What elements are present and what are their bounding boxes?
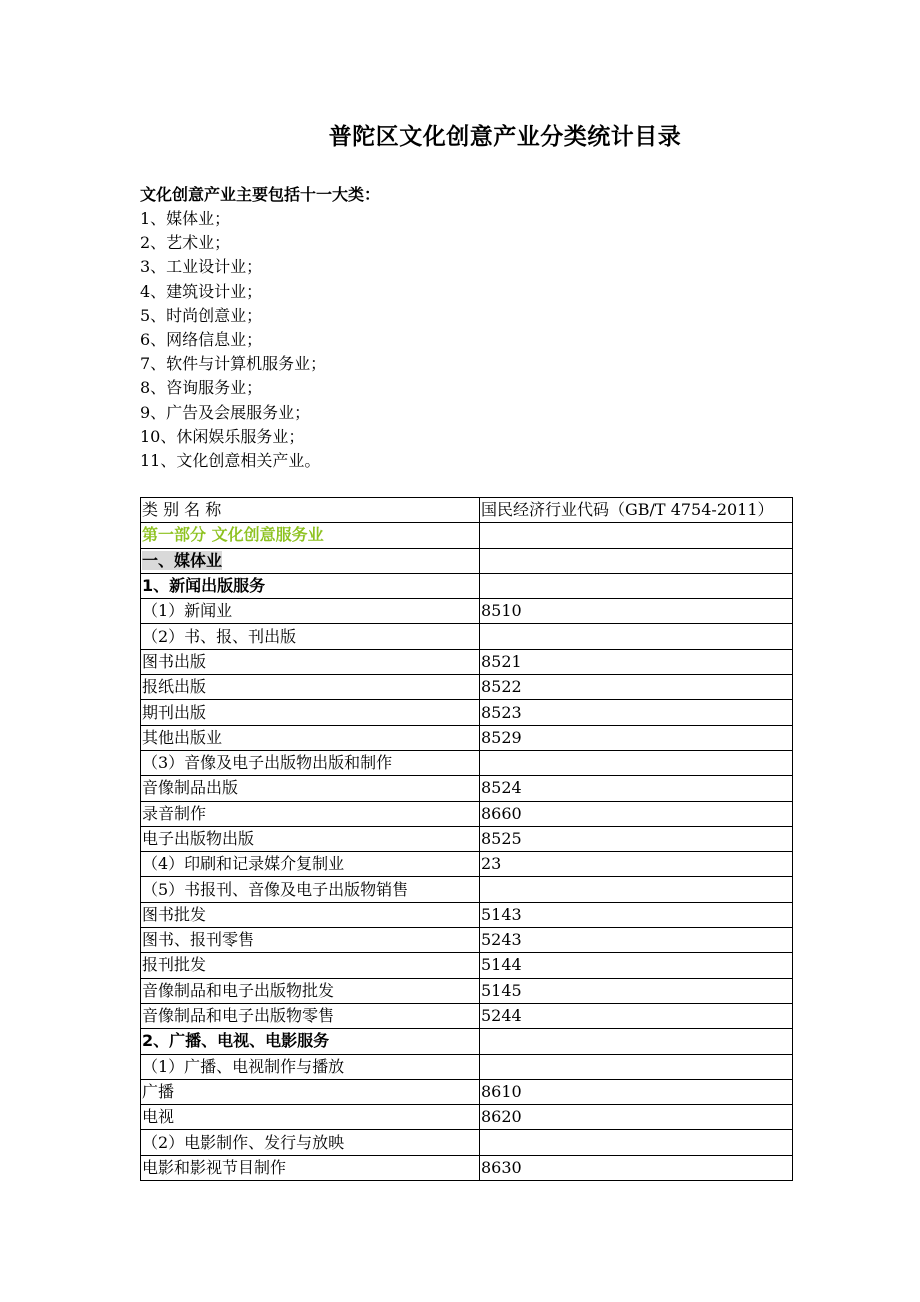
table-row — [141, 523, 793, 548]
category-cell: （5）书报刊、音像及电子出版物销售 — [141, 877, 480, 902]
category-cell: 报刊批发 — [141, 953, 480, 978]
intro-list-item: 10、休闲娱乐服务业； — [140, 426, 305, 446]
table-row — [141, 599, 793, 624]
category-cell: 图书、报刊零售 — [141, 928, 480, 953]
code-cell — [480, 624, 793, 649]
category-cell — [141, 548, 480, 573]
code-cell: 23 — [480, 852, 793, 877]
table-row — [141, 1130, 793, 1155]
document-title: 普陀区文化创意产业分类统计目录 — [328, 124, 682, 150]
highlighted-category-text: 一、媒体业 — [142, 550, 223, 570]
code-cell: 5244 — [480, 1003, 793, 1028]
category-cell: 报纸出版 — [141, 675, 480, 700]
code-cell — [480, 548, 793, 573]
intro-list-item: 3、工业设计业； — [140, 257, 263, 277]
category-cell: 电影和影视节目制作 — [141, 1155, 480, 1180]
table-row — [141, 852, 793, 877]
table-row — [141, 902, 793, 927]
table-row — [141, 624, 793, 649]
code-cell: 5143 — [480, 902, 793, 927]
category-cell: （2）电影制作、发行与放映 — [141, 1130, 480, 1155]
category-cell: 电子出版物出版 — [141, 826, 480, 851]
code-cell: 8630 — [480, 1155, 793, 1180]
table-row — [141, 1054, 793, 1079]
table-row — [141, 1155, 793, 1180]
code-cell: 8620 — [480, 1105, 793, 1130]
table-row — [141, 826, 793, 851]
table-row — [141, 1003, 793, 1028]
code-cell — [480, 523, 793, 548]
category-cell: 电视 — [141, 1105, 480, 1130]
category-cell: 其他出版业 — [141, 725, 480, 750]
table-row — [141, 750, 793, 775]
code-cell — [480, 573, 793, 598]
category-cell: 音像制品和电子出版物零售 — [141, 1003, 480, 1028]
code-cell: 8610 — [480, 1079, 793, 1104]
category-cell: 图书批发 — [141, 902, 480, 927]
category-cell: 图书出版 — [141, 649, 480, 674]
table-row — [141, 548, 793, 573]
code-cell: 8521 — [480, 649, 793, 674]
code-cell: 8525 — [480, 826, 793, 851]
category-cell: 音像制品出版 — [141, 776, 480, 801]
intro-list — [140, 207, 380, 473]
code-cell — [480, 1130, 793, 1155]
category-table — [140, 497, 793, 1181]
code-cell: 8524 — [480, 776, 793, 801]
table-row — [141, 573, 793, 598]
intro-list-item: 6、网络信息业； — [140, 329, 263, 349]
category-cell: 1、新闻出版服务 — [141, 573, 480, 598]
code-cell — [480, 877, 793, 902]
code-cell — [480, 750, 793, 775]
table-row — [141, 1105, 793, 1130]
table-row — [141, 978, 793, 1003]
intro-section — [140, 183, 380, 473]
code-cell — [480, 1054, 793, 1079]
category-cell: 音像制品和电子出版物批发 — [141, 978, 480, 1003]
intro-list-item: 8、咨询服务业； — [140, 378, 263, 398]
table-row — [141, 725, 793, 750]
code-cell: 8510 — [480, 599, 793, 624]
code-cell: 8529 — [480, 725, 793, 750]
table-row — [141, 675, 793, 700]
category-cell: 第一部分 文化创意服务业 — [141, 523, 480, 548]
table-row — [141, 877, 793, 902]
table-row — [141, 649, 793, 674]
table-row — [141, 801, 793, 826]
category-cell: 2、广播、电视、电影服务 — [141, 1029, 480, 1054]
intro-list-item: 5、时尚创意业； — [140, 305, 263, 325]
intro-lead: 文化创意产业主要包括十一大类： — [140, 185, 381, 204]
category-cell: 期刊出版 — [141, 700, 480, 725]
code-cell: 5145 — [480, 978, 793, 1003]
code-cell: 8522 — [480, 675, 793, 700]
intro-list-item: 9、广告及会展服务业； — [140, 402, 311, 422]
header-category: 类 别 名 称 — [141, 498, 480, 523]
category-cell: 广播 — [141, 1079, 480, 1104]
intro-list-item: 11、文化创意相关产业。 — [140, 450, 321, 470]
category-cell: （4）印刷和记录媒介复制业 — [141, 852, 480, 877]
category-cell: （1）广播、电视制作与播放 — [141, 1054, 480, 1079]
code-cell: 8523 — [480, 700, 793, 725]
code-cell: 5144 — [480, 953, 793, 978]
intro-list-item: 1、媒体业； — [140, 209, 231, 228]
intro-list-item: 2、艺术业； — [140, 233, 231, 253]
category-cell: （1）新闻业 — [141, 599, 480, 624]
intro-list-item: 7、软件与计算机服务业； — [140, 354, 327, 374]
header-code: 国民经济行业代码（GB/T 4754-2011） — [480, 498, 793, 523]
category-cell: 录音制作 — [141, 801, 480, 826]
table-row — [141, 1079, 793, 1104]
table-row — [141, 953, 793, 978]
category-cell: （2）书、报、刊出版 — [141, 624, 480, 649]
code-cell: 5243 — [480, 928, 793, 953]
code-cell — [480, 1029, 793, 1054]
intro-list-item: 4、建筑设计业； — [140, 281, 263, 301]
table-header-row — [141, 498, 793, 523]
code-cell: 8660 — [480, 801, 793, 826]
table-row — [141, 1029, 793, 1054]
table-row — [141, 700, 793, 725]
table-row — [141, 776, 793, 801]
table-row — [141, 928, 793, 953]
category-cell: （3）音像及电子出版物出版和制作 — [141, 750, 480, 775]
